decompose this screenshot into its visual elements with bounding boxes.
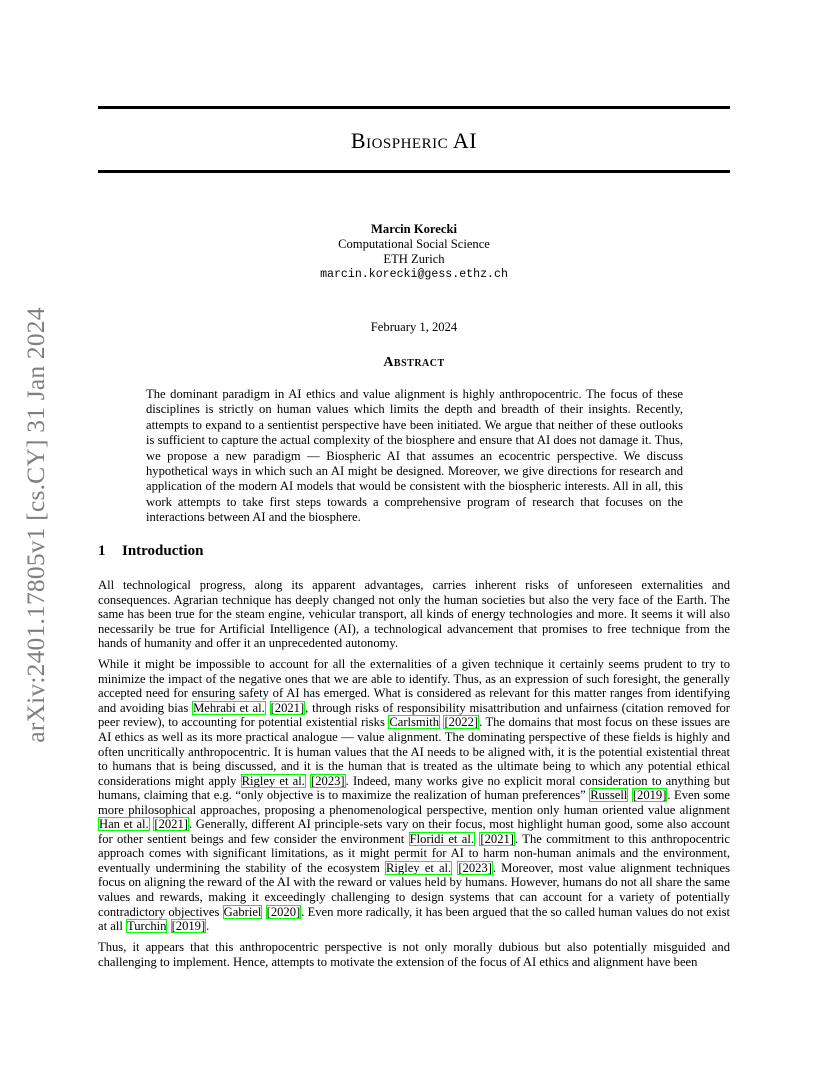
- title-rule-top: [98, 106, 730, 109]
- section-title: Introduction: [122, 543, 204, 559]
- citation-mehrabi-author[interactable]: Mehrabi et al.: [193, 700, 265, 715]
- citation-han-year[interactable]: [2021]: [154, 817, 188, 832]
- author-name: Marcin Korecki: [371, 222, 457, 236]
- citation-mehrabi-year[interactable]: [2021]: [270, 700, 305, 715]
- paragraph-3: Thus, it appears that this anthropocentric perspective is not only morally dubious but also potentially misguided and challenging to implement. Hence, attempts to motivate the extension of the focus of AI ethics and alignment have been: [98, 940, 730, 969]
- abstract-heading: Abstract: [383, 355, 445, 370]
- citation-carlsmith-year[interactable]: [2022]: [444, 715, 479, 730]
- abstract-text: The dominant paradigm in AI ethics and value alignment is highly anthropocentric. The focus of these disciplines is strictly on human values which limits the depth and breadth of their insights. Recently, attempts to expand to a sentientist perspective have been initiated. We argue that neither of these outlooks is sufficient to capture the actual complexity of the biosphere and ensure that AI does not damage it. Thus, we propose a new paradigm — Biospheric AI that assumes an ecocentric perspective. We discuss hypothetical ways in which such an AI might be designed. Moreover, we give directions for research and application of the modern AI models that would be consistent with the biospheric interests. All in all, this work attempts to take first steps towards a comprehensive program of research that focuses on the interactions between AI and the biosphere.: [146, 387, 683, 525]
- author-affiliation: Computational Social Science: [338, 237, 490, 251]
- paragraph-2: [98, 657, 730, 933]
- citation-gabriel-author[interactable]: Gabriel: [223, 904, 262, 919]
- arxiv-sidebar: [20, 290, 52, 760]
- text-run: . Indeed, many works give no explicit moral consideration to anything but humans, claiming that e.g. “only objective is to maximize the realization of human preferences”: [98, 773, 730, 803]
- title-rule-bottom: [98, 170, 730, 173]
- citation-russell-author[interactable]: Russell: [590, 788, 628, 803]
- author-block: [98, 222, 730, 282]
- text-run: . The domains that most focus on these issues are AI ethics as well as its more practical analogue — value alignment. The dominating perspective of these fields is highly and often uncritically anthropocentric. It is human values that the AI needs to be aligned with, it is the potential existential threat to humans that is being discussed, and it is the human that is treated as the ultimate being to which any potential ethical considerations might apply: [98, 715, 730, 788]
- citation-gabriel-year[interactable]: [2020]: [266, 904, 301, 919]
- text-run: . Generally, different AI principle-sets vary on their focus, most highlight human good, some also account for other sentient beings and few consider the environment: [98, 817, 730, 846]
- citation-carlsmith-author[interactable]: Carlsmith: [389, 715, 440, 730]
- body-text: [98, 578, 730, 976]
- paper-title: Biospheric AI: [350, 128, 478, 153]
- citation-rigley-author-2[interactable]: Rigley et al.: [386, 860, 452, 875]
- text-run: . Even some more philosophical approaches, proposing a phenomenological perspective, mention only human oriented value alignment: [98, 788, 730, 817]
- text-run: . The commitment to this anthropocentric approach comes with significant limitations, as it might permit for AI to harm non-human animals and the environment, eventually undermining the stability of the ecosystem: [98, 831, 730, 875]
- text-run: . Moreover, most value alignment techniques focus on aligning the reward of the AI with the reward or values held by humans. However, humans do not all share the same values and rewards, making it exceedingly challenging to design systems that can account for a variety of potentially contradictory objectives: [98, 860, 730, 919]
- text-run: , through risks of responsibility misattribution and unfairness (citation removed for peer review), to accounting for potential existential risks: [98, 700, 730, 730]
- arxiv-identifier: arXiv:2401.17805v1 [cs.CY] 31 Jan 2024: [21, 307, 50, 743]
- text-run: .: [206, 919, 210, 934]
- citation-floridi-author[interactable]: Floridi et al.: [409, 831, 475, 846]
- citation-turchin-author[interactable]: Turchin: [126, 919, 167, 934]
- section-number: 1: [98, 543, 106, 559]
- citation-rigley-year-2[interactable]: [2023]: [458, 860, 492, 875]
- text-run: . Even more radically, it has been argued that the so called human values do not exist at all: [98, 904, 730, 934]
- author-email: marcin.korecki@gess.ethz.ch: [320, 268, 508, 281]
- author-institution: ETH Zurich: [383, 252, 445, 266]
- citation-han-author[interactable]: Han et al.: [99, 817, 149, 832]
- text-run: While it might be impossible to account for all the externalities of a given technique it certainly seems prudent to try to minimize the impact of the negative ones that we are able to identify. Thus, as an expression of such foresight, the generally accepted need for ensuring safety of AI has emerged. What is considered as relevant for this matter ranges from identifying and avoiding bias: [98, 657, 730, 715]
- citation-turchin-year[interactable]: [2019]: [171, 919, 206, 934]
- section-heading-introduction: [98, 543, 730, 560]
- citation-rigley-author[interactable]: Rigley et al.: [241, 773, 305, 788]
- citation-russell-year[interactable]: [2019]: [632, 788, 667, 803]
- citation-rigley-year[interactable]: [2023]: [311, 773, 345, 788]
- citation-floridi-year[interactable]: [2021]: [480, 831, 514, 846]
- paper-date: February 1, 2024: [370, 320, 458, 334]
- paragraph-1: All technological progress, along its apparent advantages, carries inherent risks of unforeseen externalities and consequences. Agrarian technique has deeply changed not only the human societies but also the very face of the Earth. The same has been true for the steam engine, vehicular transport, all kinds of energy technologies and more. It seems it will also necessarily be true for Artificial Intelligence (AI), a technological advancement that promises to free technique from the hands of humanity and offer it an unprecedented autonomy.: [98, 578, 730, 651]
